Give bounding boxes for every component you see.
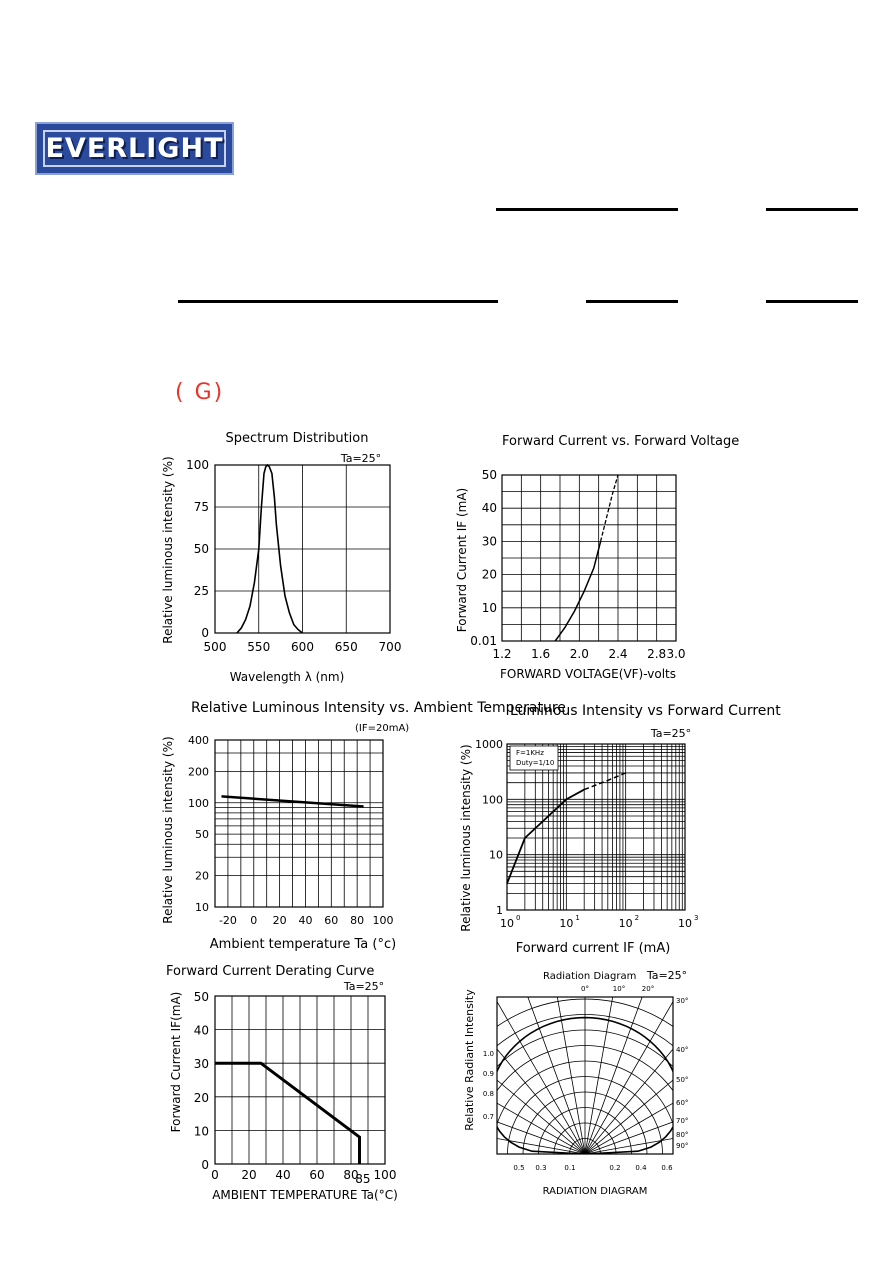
x-axis-label: RADIATION DIAGRAM	[542, 1186, 648, 1197]
chart-note: Ta=25°	[340, 452, 382, 465]
x-tick-label: 0	[211, 1168, 219, 1182]
plot-frame	[215, 740, 383, 907]
y-axis-label: Relative luminous intensity (%)	[161, 456, 175, 644]
intensity-label: 0.7	[482, 1113, 494, 1121]
x-tick-exponent: 3	[694, 914, 699, 922]
x-tick-label: 80	[350, 914, 365, 927]
angle-label: 20°	[641, 985, 655, 993]
x-axis-label: Ambient temperature Ta (°c)	[209, 937, 397, 952]
x-tick-label: 1.2	[492, 647, 512, 661]
y-tick-label: 75	[193, 500, 209, 514]
y-tick-label: 40	[193, 1023, 209, 1038]
x-tick-label: -20	[218, 914, 237, 927]
x-tick-label: 10	[559, 917, 574, 930]
intensity-curve-extrapolated	[584, 773, 626, 790]
y-tick-label: 40	[481, 501, 497, 516]
y-tick-label: 200	[188, 765, 209, 779]
angle-label: 30°	[676, 997, 689, 1005]
x-tick-label: 10	[618, 917, 633, 930]
x-tick-label: 700	[378, 640, 402, 654]
y-axis-label: Relative luminous intensity (%)	[161, 736, 175, 924]
y-tick-label: 0	[201, 626, 209, 640]
x-tick-label: 550	[247, 640, 271, 654]
x-tick-label: 600	[291, 640, 314, 654]
y-tick-label: 30	[481, 534, 497, 549]
angle-label: 40°	[676, 1046, 689, 1054]
spectrum-chart	[155, 425, 405, 690]
header-rule	[178, 300, 498, 303]
y-tick-label: 50	[481, 468, 497, 482]
y-tick-label: 0.01	[470, 634, 497, 648]
chart-condition: (IF=20mA)	[355, 723, 410, 734]
bottom-scale-label: 0.3	[535, 1164, 547, 1172]
x-tick-label: 2.4	[608, 647, 628, 661]
chart-title: Forward Current vs. Forward Voltage	[502, 434, 740, 449]
bottom-scale-label: 0.2	[609, 1164, 621, 1172]
legend-entry: Duty=1/10	[516, 759, 555, 767]
x-tick-label: 100	[373, 1168, 397, 1182]
y-tick-label: 20	[481, 567, 497, 582]
header-rule	[766, 300, 858, 303]
x-tick-label: 10	[678, 917, 692, 930]
bottom-scale-label: 0.5	[513, 1164, 525, 1172]
bottom-scale-label: 0.6	[661, 1164, 673, 1172]
y-axis-label: Forward Current IF (mA)	[455, 487, 469, 633]
angle-label: 90°	[676, 1142, 689, 1150]
y-tick-label: 30	[193, 1057, 209, 1072]
y-tick-label: 50	[193, 990, 209, 1004]
polar-spoke	[585, 1051, 867, 1154]
y-tick-label: 1000	[475, 738, 503, 751]
y-axis-label: Relative Radiant Intensity	[463, 989, 476, 1131]
angle-label: 60°	[676, 1099, 689, 1107]
y-axis-label: Forward Current IF(mA)	[169, 991, 183, 1133]
y-tick-label: 25	[193, 584, 209, 598]
x-tick-label: 3.0	[666, 647, 686, 661]
series-label: ( G)	[175, 380, 225, 405]
x-tick-label: 40	[275, 1168, 291, 1182]
header-rule	[766, 208, 858, 211]
x-axis-label: Forward current IF (mA)	[515, 941, 671, 956]
y-tick-label: 10	[193, 1124, 209, 1139]
x-tick-label: 60	[324, 914, 339, 927]
x-tick-exponent: 0	[516, 914, 521, 922]
x-tick-label: 10	[500, 917, 514, 930]
y-tick-label: 10	[489, 848, 503, 862]
y-tick-label: 20	[195, 869, 209, 883]
chart-note: Ta=25°	[650, 727, 692, 740]
y-tick-label: 0	[201, 1158, 209, 1172]
legend-entry: F=1KHz	[516, 749, 544, 757]
x-tick-label: 500	[203, 640, 227, 654]
y-tick-label: 10	[481, 600, 497, 615]
intensity-label: 0.8	[482, 1090, 494, 1098]
chart-title: Spectrum Distribution	[225, 431, 369, 446]
header-rule	[586, 300, 678, 303]
y-tick-label: 50	[193, 542, 209, 556]
intensity-label: 0.9	[482, 1070, 494, 1078]
x-tick-label: 2.0	[569, 647, 589, 661]
intensity-current-chart	[455, 698, 781, 960]
angle-label: 0°	[581, 985, 589, 993]
radiation-diagram	[455, 960, 705, 1205]
chart-title: Radiation Diagram	[543, 971, 637, 982]
intensity-label: 1.0	[482, 1050, 494, 1058]
x-tick-exponent: 2	[634, 914, 640, 922]
everlight-logo	[35, 122, 234, 175]
x-tick-label: 100	[372, 914, 394, 927]
x-tick-exponent: 1	[575, 914, 580, 922]
intensity-curve	[507, 790, 584, 884]
x-tick-label: 1.6	[531, 647, 551, 661]
y-tick-label: 1	[496, 904, 503, 917]
chart-note: Ta=25°	[343, 980, 385, 993]
y-tick-label: 50	[195, 828, 209, 842]
x-tick-label-85: 85	[355, 1172, 371, 1186]
chart-note: Ta=25°	[646, 969, 688, 982]
polar-spoke	[585, 1004, 845, 1154]
header-rule	[496, 208, 678, 211]
y-tick-label: 400	[188, 734, 209, 747]
angle-label: 70°	[676, 1117, 689, 1125]
logo-text: EVERLIGHT	[45, 133, 224, 164]
y-tick-label: 20	[193, 1090, 209, 1105]
x-axis-label: AMBIENT TEMPERATURE Ta(°C)	[212, 1188, 398, 1202]
y-tick-label: 100	[188, 796, 209, 810]
x-tick-label: 0	[250, 914, 258, 927]
x-axis-label: Wavelength λ (nm)	[229, 670, 345, 684]
forward-current-voltage-chart	[450, 430, 740, 688]
y-tick-label: 100	[482, 793, 503, 807]
angle-label: 80°	[676, 1131, 689, 1139]
y-tick-label: 100	[186, 458, 209, 472]
y-tick-label: 10	[195, 901, 209, 914]
derating-curve	[215, 1063, 360, 1164]
chart-title: Forward Current Derating Curve	[166, 964, 375, 979]
x-tick-label: 20	[272, 914, 287, 927]
bottom-scale-label: 0.1	[564, 1164, 576, 1172]
derating-chart	[160, 960, 430, 1205]
x-tick-label: 650	[334, 640, 358, 654]
angle-label: 10°	[612, 985, 626, 993]
chart-title: Luminous Intensity vs Forward Current	[510, 703, 781, 719]
y-axis-label: Relative luminous intensity (%)	[459, 744, 473, 932]
x-tick-label: 60	[309, 1168, 325, 1182]
angle-label: 50°	[676, 1076, 689, 1084]
bottom-scale-label: 0.4	[635, 1164, 647, 1172]
x-tick-label: 40	[298, 914, 313, 927]
x-tick-label: 20	[241, 1168, 257, 1182]
chart-title: Relative Luminous Intensity vs. Ambient Temperature	[191, 700, 566, 716]
x-tick-label: 80	[343, 1168, 359, 1182]
x-tick-label: 2.8	[647, 647, 667, 661]
x-axis-label: FORWARD VOLTAGE(VF)-volts	[500, 667, 676, 681]
